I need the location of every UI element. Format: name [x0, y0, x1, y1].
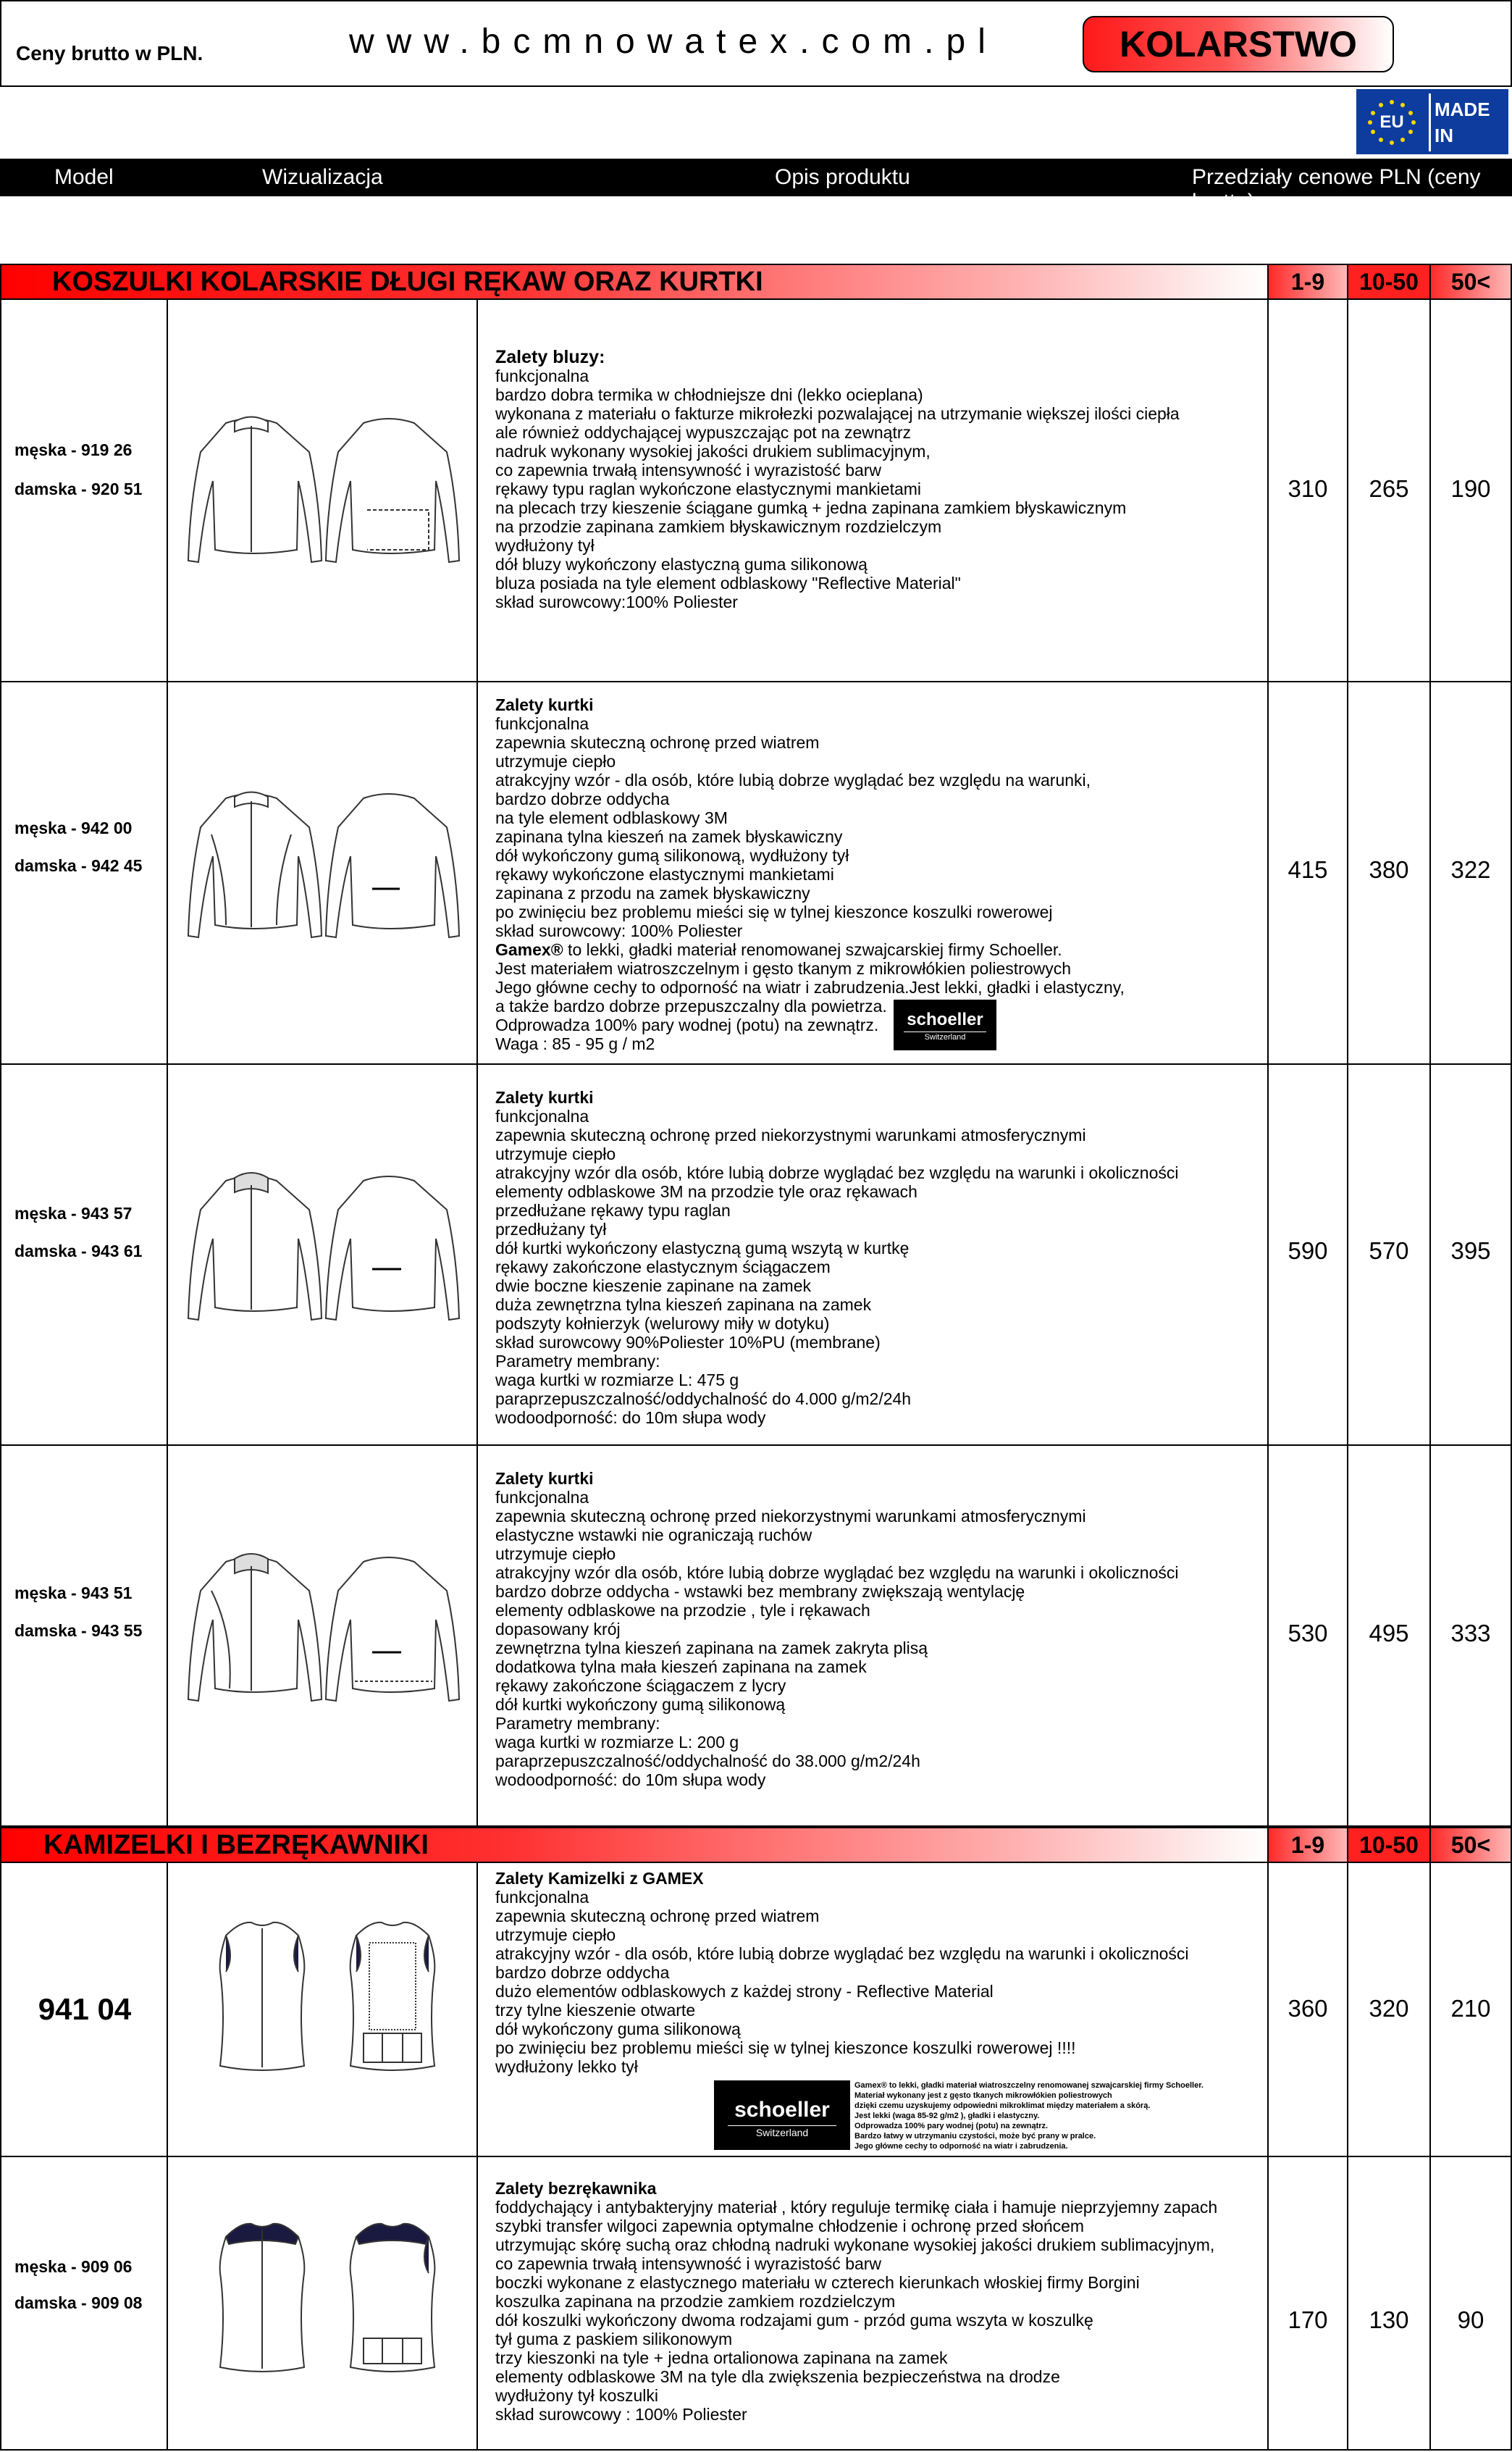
- gamex-note-line: Materiał wykonany jest z gęsto tkanych mikrowłókien poliestrowych: [854, 2091, 1112, 2100]
- description-line: foddychający i antybakteryjny materiał , który reguluje termikę ciała i hamuje nieprzyjemny zapach: [495, 2198, 1218, 2217]
- description-line: funkcjonalna: [495, 1107, 589, 1126]
- model-cell: [1, 2157, 168, 2449]
- description-line: a także bardzo dobrze przepuszczalny dla powietrza.: [495, 997, 887, 1016]
- price-tier-1: [1269, 2157, 1348, 2449]
- description-line: bluza posiada na tyle element odblaskowy "Reflective Material": [495, 574, 961, 593]
- price-value: 265: [1369, 475, 1409, 502]
- description-line: koszulka zapinana na przodzie zamkiem rozdzielczym: [495, 2292, 896, 2311]
- price-tier-2: [1348, 1863, 1431, 2156]
- description-line: Odprowadza 100% pary wodnej (potu) na zewnątrz.: [495, 1016, 879, 1034]
- description-line: elementy odblaskowe 3M na tyle dla zwiększenia bezpieczeństwa na drodze: [495, 2367, 1060, 2386]
- section-title: KAMIZELKI I BEZRĘKAWNIKI: [1, 1828, 1269, 1862]
- visualization-cell: [168, 1863, 478, 2156]
- page-header: [0, 0, 1512, 87]
- description-line: podszyty kołnierzyk (welurowy miły w dotyku): [495, 1314, 830, 1333]
- product-description: [495, 1088, 1263, 1427]
- model-number: 941 04: [38, 1992, 132, 2026]
- description-line: szybki transfer wilgoci zapewnia optymalne chłodzenie i ochronę przed słońcem: [495, 2217, 1085, 2235]
- description-line: co zapewnia trwałą intensywność i wyrazistość barw: [495, 2254, 882, 2273]
- description-line: zapinana z przodu na zamek błyskawiczny: [495, 884, 810, 903]
- description-line: utrzymuje ciepło: [495, 1145, 616, 1163]
- description-line: atrakcyjny wzór - dla osób, które lubią dobrze wyglądać bez względu na warunki i okoliczności: [495, 1944, 1189, 1963]
- schoeller-brand: schoeller: [907, 1010, 983, 1029]
- visualization-cell: [168, 300, 478, 681]
- description-line: utrzymuje ciepło: [495, 1544, 616, 1563]
- website-url[interactable]: www.bcmnowatex.com.pl: [349, 22, 998, 61]
- description-line: wydłużony lekko tył: [495, 2057, 638, 2076]
- schoeller-sub: Switzerland: [924, 1033, 966, 1042]
- gamex-line: [495, 940, 1263, 959]
- gamex-notes: [854, 2080, 1204, 2151]
- jacket-illustration: [182, 1166, 465, 1333]
- column-visualization: Wizualizacja: [262, 165, 383, 189]
- description-line: dół wykończony gumą silikonową, wydłużony tył: [495, 846, 849, 865]
- model-cell: [1, 1863, 168, 2156]
- description-line: bardzo dobra termika w chłodniejsze dni (lekko ocieplana): [495, 385, 923, 404]
- column-price-ranges: Przedziały cenowe PLN (ceny brutto): [1192, 165, 1481, 214]
- description-line: przedłużane rękawy typu raglan: [495, 1201, 731, 1220]
- schoeller-logo: [894, 1000, 996, 1050]
- description-line: bardzo dobrze oddycha: [495, 1963, 670, 1982]
- description-title: Zalety kurtki: [495, 695, 594, 714]
- description-line: skład surowcowy : 100% Poliester: [495, 2405, 747, 2424]
- description-line: dół wykończony guma silikonową: [495, 2020, 741, 2038]
- price-value: 495: [1369, 1620, 1409, 1646]
- price-value: 130: [1369, 2306, 1409, 2333]
- description-line: wodoodporność: do 10m słupa wody: [495, 1408, 766, 1427]
- model-women: damska - 943 55: [14, 1621, 143, 1640]
- price-tier-3: [1431, 2157, 1511, 2449]
- description-line: na tyle element odblaskowy 3M: [495, 808, 728, 827]
- description-line: co zapewnia trwałą intensywność i wyrazistość barw: [495, 461, 882, 480]
- gamex-text: to lekki, gładki materiał renomowanej szwajcarskiej firmy Schoeller.: [563, 940, 1062, 959]
- description-line: funkcjonalna: [495, 1888, 589, 1907]
- description-line: bardzo dobrze oddycha: [495, 790, 670, 808]
- description-line: Waga : 85 - 95 g / m2: [495, 1034, 655, 1053]
- description-line: na plecach trzy kieszenie ściągane gumką + jedna zapinana zamkiem błyskawicznym: [495, 498, 1127, 517]
- description-line: zapinana tylna kieszeń na zamek błyskawiczny: [495, 827, 843, 846]
- description-line: elementy odblaskowe na przodzie , tyle i rękawach: [495, 1601, 870, 1620]
- column-description: Opis produktu: [775, 165, 910, 189]
- model-men: męska - 909 06: [14, 2257, 133, 2276]
- description-cell: [478, 300, 1269, 681]
- description-cell: [478, 1863, 1269, 2156]
- description-line: elastyczne wstawki nie ograniczają ruchów: [495, 1526, 812, 1544]
- description-line: wodoodporność: do 10m słupa wody: [495, 1770, 766, 1789]
- price-value: 190: [1450, 475, 1491, 502]
- price-tier-3: [1431, 682, 1511, 1063]
- price-tier-2: [1348, 1065, 1431, 1444]
- jacket-illustration: [182, 1547, 465, 1714]
- description-line: zapewnia skuteczną ochronę przed niekorzystnymi warunkami atmosferycznymi: [495, 1126, 1086, 1145]
- model-cell: [1, 300, 168, 681]
- tier-10-50: 10-50: [1348, 1828, 1431, 1862]
- price-value: 530: [1288, 1620, 1328, 1646]
- description-line: zapewnia skuteczną ochronę przed wiatrem: [495, 733, 820, 752]
- price-value: 590: [1288, 1237, 1328, 1264]
- description-line: atrakcyjny wzór - dla osób, które lubią dobrze wyglądać bez względu na warunki,: [495, 771, 1091, 790]
- price-value: 320: [1369, 1995, 1409, 2022]
- vest-illustration: [197, 2215, 458, 2389]
- description-line: dół kurtki wykończony gumą silikonową: [495, 1695, 786, 1714]
- model-men: męska - 943 51: [14, 1583, 133, 1602]
- tier-50-plus: 50<: [1431, 265, 1511, 298]
- description-line: rękawy typu raglan wykończone elastycznymi mankietami: [495, 480, 922, 498]
- description-line: ale również oddychającej wypuszczając pot na zewnątrz: [495, 423, 912, 442]
- description-line: skład surowcowy: 100% Poliester: [495, 921, 743, 940]
- column-model: Model: [54, 165, 114, 189]
- description-line: po zwinięciu bez problemu mieści się w tylnej kieszonce koszulki rowerowej: [495, 903, 1053, 921]
- product-row: [0, 2157, 1512, 2451]
- description-line: rękawy wykończone elastycznymi mankietami: [495, 865, 834, 884]
- product-description: [495, 1869, 1263, 2076]
- visualization-cell: [168, 2157, 478, 2449]
- description-line: wykonana z materiału o fakturze mikrołezki pozwalającej na utrzymanie większej ilości ciepła: [495, 404, 1180, 423]
- price-tier-2: [1348, 300, 1431, 681]
- description-line: dodatkowa tylna mała kieszeń zapinana na zamek: [495, 1657, 867, 1676]
- description-title: Zalety bezrękawnika: [495, 2179, 657, 2198]
- description-line: wydłużony tył koszulki: [495, 2386, 658, 2405]
- model-men: męska - 942 00: [14, 819, 133, 837]
- price-note: Ceny brutto w PLN.: [16, 42, 203, 64]
- description-line: funkcjonalna: [495, 367, 589, 385]
- description-title: Zalety Kamizelki z GAMEX: [495, 1869, 704, 1888]
- price-value: 395: [1450, 1237, 1491, 1264]
- category-badge: KOLARSTWO: [1083, 16, 1394, 72]
- description-line: duża zewnętrzna tylna kieszeń zapinana na zamek: [495, 1295, 872, 1314]
- description-line: waga kurtki w rozmiarze L: 200 g: [495, 1733, 739, 1752]
- model-cell: [1, 682, 168, 1063]
- description-line: wydłużony tył: [495, 536, 595, 555]
- model-men: męska - 943 57: [14, 1204, 133, 1223]
- tier-1-9: 1-9: [1269, 1828, 1348, 1862]
- description-line: trzy tylne kieszenie otwarte: [495, 2001, 696, 2020]
- description-line: funkcjonalna: [495, 1488, 589, 1507]
- price-tier-1: [1269, 1446, 1348, 1825]
- price-tier-3: [1431, 1065, 1511, 1444]
- description-line: utrzymując skórę suchą oraz chłodną nadruki wykonane wysokiej jakości drukiem sublimacyjnym,: [495, 2235, 1215, 2254]
- price-tier-3: [1431, 1446, 1511, 1825]
- product-description: [495, 348, 1263, 611]
- product-description: [495, 1469, 1263, 1789]
- gamex-note-line: Gamex® to lekki, gładki materiał wiatroszczelny renomowanej szwajcarskiej firmy Schoeller.: [854, 2081, 1204, 2090]
- description-line: przedłużany tył: [495, 1220, 607, 1239]
- description-line: bardzo dobrze oddycha - wstawki bez membrany zwiększają wentylację: [495, 1582, 1025, 1601]
- visualization-cell: [168, 1065, 478, 1444]
- description-line: na przodzie zapinana zamkiem błyskawicznym rozdzielczym: [495, 517, 942, 536]
- description-line: boczki wykonane z elastycznego materiału w czterech kierunkach włoskiej firmy Borgini: [495, 2273, 1140, 2292]
- description-line: tył guma z paskiem silikonowym: [495, 2330, 733, 2348]
- description-line: Jest materiałem wiatroszczelnym i gęsto tkanym z mikrowłókien poliestrowych: [495, 959, 1072, 978]
- description-line: skład surowcowy:100% Poliester: [495, 593, 738, 611]
- model-men: męska - 919 26: [14, 440, 133, 459]
- price-value: 380: [1369, 856, 1409, 883]
- schoeller-divider: [728, 2125, 836, 2126]
- price-tier-1: [1269, 300, 1348, 681]
- tier-1-9: 1-9: [1269, 265, 1348, 298]
- description-line: dół bluzy wykończony elastyczną guma silikonową: [495, 555, 868, 574]
- column-header-bar: [0, 159, 1512, 214]
- eu-flag-text: EU: [1379, 112, 1404, 132]
- description-title: Zalety bluzy:: [495, 347, 605, 367]
- eu-flag-icon: [1359, 92, 1424, 153]
- price-value: 310: [1288, 475, 1328, 502]
- price-value: 170: [1288, 2306, 1328, 2333]
- description-line: rękawy zakończone elastycznym ściągaczem: [495, 1258, 831, 1276]
- vest-illustration: [197, 1914, 458, 2088]
- description-line: atrakcyjny wzór dla osób, które lubią dobrze wyglądać bez względu na warunki i okoliczności: [495, 1163, 1179, 1182]
- description-cell: [478, 1065, 1269, 1444]
- product-row: [0, 1065, 1512, 1446]
- description-line: atrakcyjny wzór dla osób, które lubią dobrze wyglądać bez względu na warunki i okoliczności: [495, 1563, 1179, 1582]
- section-header-vests: [0, 1827, 1512, 1863]
- gamex-note-line: Jego główne cechy to odporność na wiatr i zabrudzenia.: [854, 2142, 1068, 2151]
- price-tier-2: [1348, 1446, 1431, 1825]
- price-tier-2: [1348, 682, 1431, 1063]
- description-line: skład surowcowy 90%Poliester 10%PU (membrane): [495, 1333, 881, 1352]
- price-tier-1: [1269, 1065, 1348, 1444]
- description-line: nadruk wykonany wysokiej jakości drukiem sublimacyjnym,: [495, 442, 931, 461]
- price-value: 322: [1450, 856, 1491, 883]
- visualization-cell: [168, 682, 478, 1063]
- price-value: 210: [1450, 1995, 1491, 2022]
- description-title: Zalety kurtki: [495, 1469, 594, 1488]
- description-line: Parametry membrany:: [495, 1714, 660, 1733]
- gamex-note-line: Odprowadza 100% pary wodnej (potu) na zewnątrz.: [854, 2122, 1049, 2130]
- price-tier-3: [1431, 1863, 1511, 2156]
- price-tier-1: [1269, 1863, 1348, 2156]
- schoeller-sub: Switzerland: [755, 2127, 809, 2138]
- product-row: [0, 1863, 1512, 2157]
- price-value: 570: [1369, 1237, 1409, 1264]
- description-line: zapewnia skuteczną ochronę przed wiatrem: [495, 1907, 820, 1925]
- gamex-note-line: Bardzo łatwy w utrzymaniu czystości, może być prany w pralce.: [854, 2132, 1096, 2141]
- tier-10-50: 10-50: [1348, 265, 1431, 298]
- price-value: 333: [1450, 1620, 1491, 1646]
- price-value: 415: [1288, 856, 1328, 883]
- model-cell: [1, 1446, 168, 1825]
- price-value: 90: [1457, 2306, 1484, 2333]
- gamex-brand: Gamex®: [495, 940, 563, 959]
- description-line: utrzymuje ciepło: [495, 752, 616, 771]
- description-line: paraprzepuszczalność/oddychalność do 4.000 g/m2/24h: [495, 1389, 912, 1408]
- schoeller-brand: schoeller: [734, 2098, 830, 2122]
- price-value: 360: [1288, 1995, 1328, 2022]
- description-cell: [478, 682, 1269, 1063]
- schoeller-logo: [714, 2080, 850, 2150]
- visualization-cell: [168, 1446, 478, 1825]
- description-title: Zalety kurtki: [495, 1088, 594, 1107]
- model-women: damska - 942 45: [14, 856, 143, 875]
- description-line: dół kurtki wykończony elastyczną gumą wszytą w kurtkę: [495, 1239, 910, 1258]
- product-description: [495, 695, 1263, 1053]
- description-cell: [478, 1446, 1269, 1825]
- made-in-label: MADE IN: [1435, 99, 1490, 146]
- description-line: rękawy zakończone ściągaczem z lycry: [495, 1676, 786, 1695]
- price-tier-2: [1348, 2157, 1431, 2449]
- made-in-europe-badge: [1356, 88, 1509, 155]
- description-line: po zwinięciu bez problemu mieści się w tylnej kieszonce koszulki rowerowej !!!!: [495, 2038, 1076, 2057]
- description-line: utrzymuje ciepło: [495, 1925, 616, 1944]
- description-line: dwie boczne kieszenie zapinane na zamek: [495, 1276, 811, 1295]
- jacket-illustration: [182, 784, 465, 950]
- description-line: Jego główne cechy to odporność na wiatr i zabrudzenia.Jest lekki, gładki i elastyczny,: [495, 978, 1125, 997]
- price-tier-3: [1431, 300, 1511, 681]
- gamex-note-line: Jest lekki (waga 85-92 g/m2 ), gładki i elastyczny.: [854, 2112, 1040, 2120]
- eu-divider: [1429, 93, 1431, 151]
- product-row: [0, 300, 1512, 682]
- description-line: zapewnia skuteczną ochronę przed niekorzystnymi warunkami atmosferycznymi: [495, 1507, 1086, 1526]
- description-line: funkcjonalna: [495, 714, 589, 733]
- description-line: dół koszulki wykończony dwoma rodzajami gum - przód guma wszyta w koszulkę: [495, 2311, 1093, 2330]
- description-line: paraprzepuszczalność/oddychalność do 38.000 g/m2/24h: [495, 1752, 920, 1770]
- price-tier-1: [1269, 682, 1348, 1063]
- gamex-note-line: dzięki czemu uzyskujemy odpowiedni mikroklimat między materiałem a skórą.: [854, 2101, 1151, 2110]
- section-header-jackets: [0, 264, 1512, 300]
- product-row: [0, 682, 1512, 1065]
- model-cell: [1, 1065, 168, 1444]
- description-line: Parametry membrany:: [495, 1352, 660, 1371]
- description-line: dużo elementów odblaskowych z każdej strony - Reflective Material: [495, 1982, 994, 2001]
- description-cell: [478, 2157, 1269, 2449]
- model-women: damska - 943 61: [14, 1242, 143, 1260]
- section-title: KOSZULKI KOLARSKIE DŁUGI RĘKAW ORAZ KURTKI: [1, 265, 1269, 298]
- product-description: [495, 2179, 1263, 2424]
- tier-50-plus: 50<: [1431, 1828, 1511, 1862]
- product-row: [0, 1446, 1512, 1827]
- model-women: damska - 909 08: [14, 2293, 143, 2312]
- description-line: zewnętrzna tylna kieszeń zapinana na zamek zakryta plisą: [495, 1639, 928, 1657]
- description-line: trzy kieszonki na tyle + jedna ortalionowa zapinana na zamek: [495, 2348, 948, 2367]
- description-line: elementy odblaskowe 3M na przodzie tyle oraz rękawach: [495, 1182, 917, 1201]
- model-women: damska - 920 51: [14, 480, 143, 498]
- description-line: waga kurtki w rozmiarze L: 475 g: [495, 1371, 739, 1389]
- description-line: dopasowany krój: [495, 1620, 621, 1639]
- jacket-illustration: [182, 409, 465, 575]
